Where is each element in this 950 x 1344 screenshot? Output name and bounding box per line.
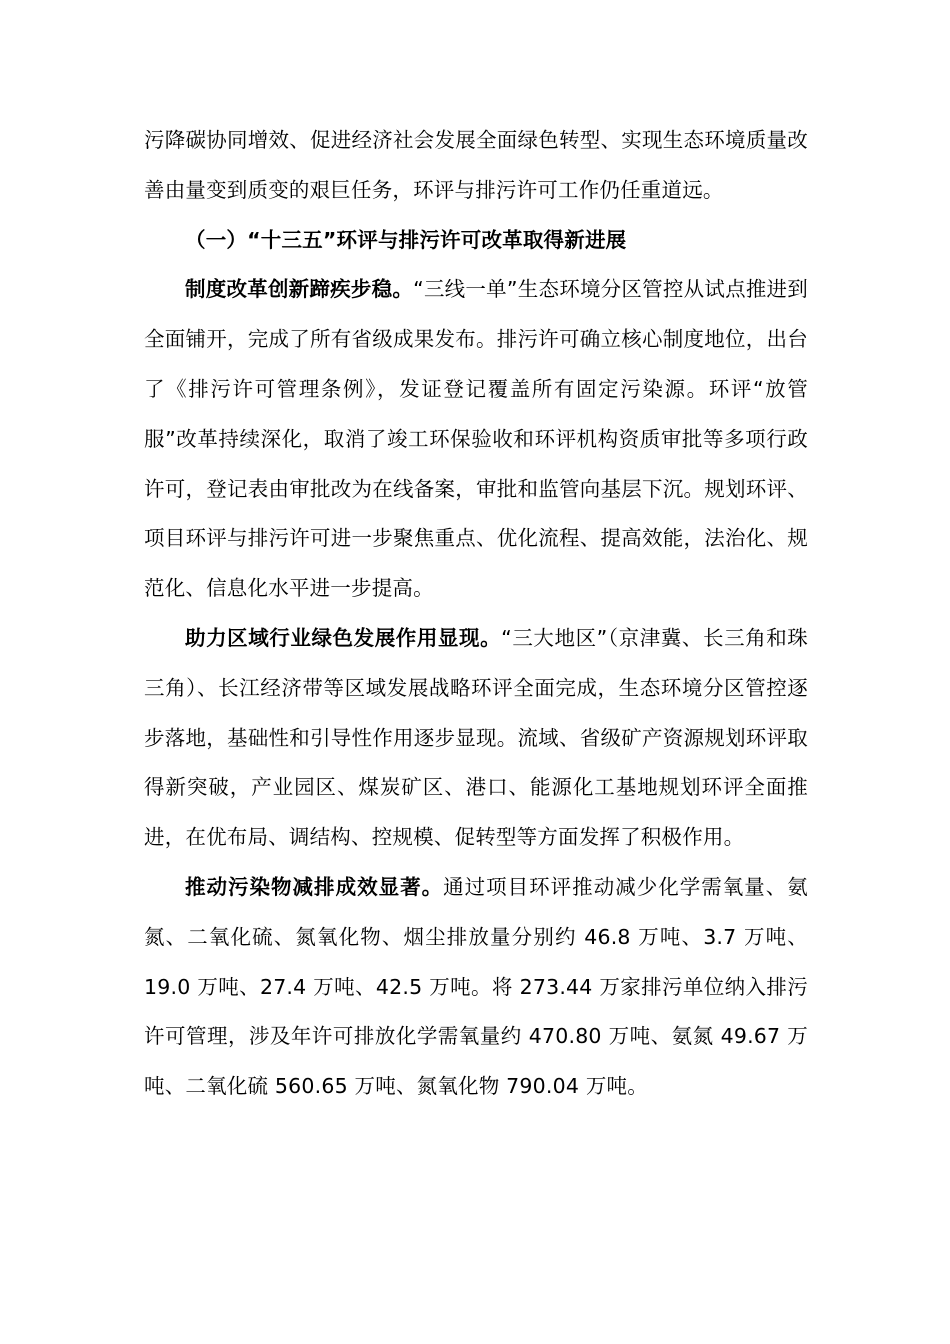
- paragraph-institutional-reform: [144, 265, 808, 614]
- section-heading-text: （一）“十三五”环评与排污许可改革取得新进展: [185, 227, 627, 252]
- paragraph-regional-development: [144, 614, 808, 863]
- paragraph-continuation: [144, 116, 808, 216]
- paragraph-text: 污降碳协同增效、促进经济社会发展全面绿色转型、实现生态环境质量改善由量变到质变的艰巨任务，环评与排污许可工作仍任重道远。: [144, 128, 808, 202]
- paragraph-text: “三线一单”生态环境分区管控从试点推进到全面铺开，完成了所有省级成果发布。排污许可确立核心制度地位，出台了《排污许可管理条例》，发证登记覆盖所有固定污染源。环评“放管服”改革持续深化，取消了竣工环保验收和环评机构资质审批等多项行政许可，登记表由审批改为在线备案，审批和监管向基层下沉。规划环评、项目环评与排污许可进一步聚焦重点、优化流程、提高效能，法治化、规范化、信息化水平进一步提高。: [144, 277, 808, 601]
- document-page: [144, 116, 808, 1112]
- paragraph-emission-reduction: [144, 863, 808, 1112]
- paragraph-lead: 助力区域行业绿色发展作用显现。: [185, 625, 502, 650]
- paragraph-text: “三大地区”（京津冀、长三角和珠三角）、长江经济带等区域发展战略环评全面完成，生态环境分区管控逐步落地，基础性和引导性作用逐步显现。流域、省级矿产资源规划环评取得新突破，产业园区、煤炭矿区、港口、能源化工基地规划环评全面推进，在优布局、调结构、控规模、促转型等方面发挥了积极作用。: [144, 625, 808, 850]
- paragraph-text: 通过项目环评推动减少化学需氧量、氨氮、二氧化硫、氮氧化物、烟尘排放量分别约 46.8 万吨、3.7 万吨、19.0 万吨、27.4 万吨、42.5 万吨。将 273.44 万家排污单位纳入排污许可管理，涉及年许可排放化学需氧量约 470.80 万吨、氨氮 49.67 万吨、二氧化硫 560.65 万吨、氮氧化物 790.04 万吨。: [144, 874, 808, 1099]
- paragraph-lead: 制度改革创新蹄疾步稳。: [185, 277, 414, 302]
- section-heading: [144, 216, 808, 266]
- paragraph-lead: 推动污染物减排成效显著。: [185, 874, 444, 899]
